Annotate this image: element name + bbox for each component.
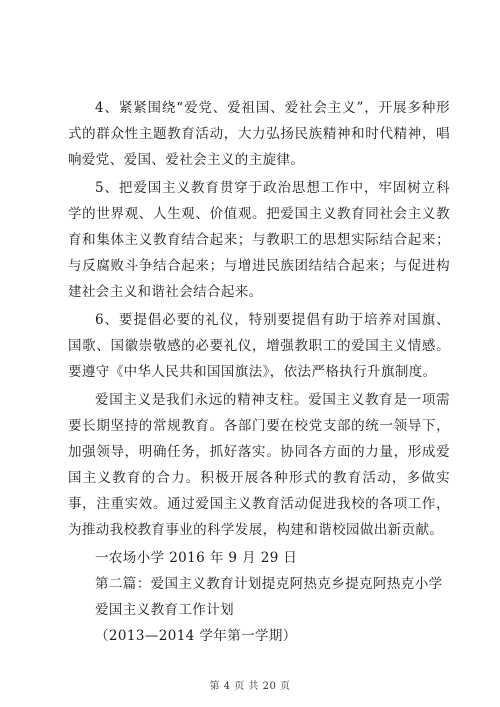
paragraph-item-6: 6、要提倡必要的礼仪，特别要提倡有助于培养对国旗、国歌、国徽崇敬感的必要礼仪，增强教职工的爱国主义情感。要遵守《中华人民共和国国旗法》，依法严格执行升旗制度。: [68, 312, 450, 380]
page-number: 第 4 页 共 20 页: [209, 681, 291, 692]
section-heading: 第二篇：爱国主义教育计划提克阿热克乡提克阿热克小学: [95, 576, 443, 592]
signature-line: 一农场小学 2016 年 9 月 29 日: [95, 550, 298, 566]
plan-title: 爱国主义教育工作计划: [95, 602, 234, 618]
document-body: [68, 95, 450, 649]
paragraph-conclusion: 爱国主义是我们永远的精神支柱。爱国主义教育是一项需要长期坚持的常规教育。各部门要在校党支部的统一领导下，加强领导，明确任务，抓好落实。协同各方面的力量，形成爱国主义教育的合力。积极开展各种形式的教育活动，多做实事，注重实效。通过爱国主义教育活动促进我校的各项工作，为推动我校教育事业的科学发展，构建和谐校园做出新贡献。: [68, 392, 450, 538]
paragraph-item-5: 5、把爱国主义教育贯穿于政治思想工作中，牢固树立科学的世界观、人生观、价值观。把爱国主义教育同社会主义教育和集体主义教育结合起来；与教职工的思想实际结合起来；与反腐败斗争结合起来；与增进民族团结结合起来；与促进构建社会主义和谐社会结合起来。: [68, 180, 450, 300]
term-label: （2013—2014 学年第一学期）: [95, 628, 297, 644]
paragraph-item-4: 4、紧紧围绕“爱党、爱祖国、爱社会主义”，开展多种形式的群众性主题教育活动，大力弘扬民族精神和时代精神，唱响爱党、爱国、爱社会主义的主旋律。: [68, 100, 450, 168]
